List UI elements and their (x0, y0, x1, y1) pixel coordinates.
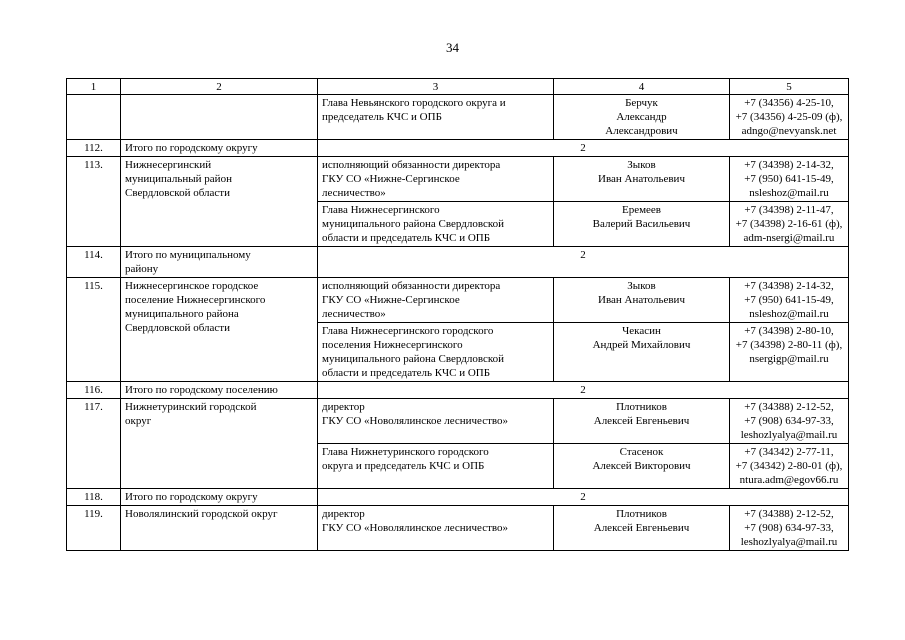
row-number: 116. (67, 382, 121, 399)
position-line: ГКУ СО «Новолялинское лесничество» (322, 415, 509, 427)
contacts-cell (730, 95, 849, 140)
person-cell (554, 95, 730, 140)
contact-line: +7 (34342) 2-77-11, (744, 446, 834, 458)
municipality-name: Свердловской области (125, 322, 230, 334)
total-label: району (125, 263, 159, 275)
contacts-cell (730, 444, 849, 489)
person-name-line: Плотников (616, 508, 667, 520)
contact-line: leshozlyalya@mail.ru (740, 429, 838, 441)
contact-line: +7 (34398) 2-14-32, (744, 159, 834, 171)
person-cell (554, 399, 730, 444)
contact-line: +7 (34398) 2-16-61 (ф), (735, 218, 843, 230)
contact-line: +7 (34388) 2-12-52, (744, 401, 834, 413)
contact-line: +7 (908) 634-97-33, (744, 522, 834, 534)
position-cell (318, 202, 554, 247)
municipality-name: муниципальный район (125, 173, 232, 185)
position-cell (318, 323, 554, 382)
position-line: Глава Нижнесергинского городского (322, 325, 494, 337)
municipality-name: Нижнесергинское городское (125, 280, 259, 292)
total-value: 2 (318, 140, 849, 157)
table-row (67, 95, 849, 140)
person-name-line: Стасенок (619, 446, 664, 458)
total-label-cell (121, 489, 318, 506)
position-line: исполняющий обязанности директора (322, 159, 501, 171)
total-label-cell (121, 382, 318, 399)
total-row (67, 382, 849, 399)
contacts-cell (730, 506, 849, 551)
contact-line: +7 (34398) 2-14-32, (744, 280, 834, 292)
person-cell (554, 202, 730, 247)
municipality-cell (121, 157, 318, 247)
contact-line: +7 (908) 634-97-33, (744, 415, 834, 427)
table-row (67, 278, 849, 323)
header-col-1: 1 (67, 79, 121, 95)
municipality-name: поселение Нижнесергинского (125, 294, 266, 306)
position-cell (318, 506, 554, 551)
person-name-line: Плотников (616, 401, 667, 413)
contact-line: +7 (34342) 2-80-01 (ф), (735, 460, 843, 472)
person-cell (554, 506, 730, 551)
contact-line: adngo@nevyansk.net (741, 125, 837, 137)
row-number: 115. (67, 278, 121, 382)
position-line: директор (322, 508, 365, 520)
row-number: 117. (67, 399, 121, 489)
person-name-line: Александр (616, 111, 667, 123)
position-line: Глава Невьянского городского округа и (322, 97, 506, 109)
page-number: 34 (446, 40, 459, 55)
position-cell (318, 95, 554, 140)
contact-line: +7 (34398) 2-11-47, (744, 204, 834, 216)
municipality-name: Свердловской области (125, 187, 230, 199)
person-name-line: Чекасин (622, 325, 661, 337)
header-col-2: 2 (121, 79, 318, 95)
municipality-name: округ (125, 415, 152, 427)
person-name-line: Зыков (627, 159, 656, 171)
position-line: Глава Нижнесергинского (322, 204, 440, 216)
person-cell (554, 157, 730, 202)
position-cell (318, 399, 554, 444)
person-name-line: Алексей Викторович (592, 460, 691, 472)
municipality-cell (121, 278, 318, 382)
position-line: ГКУ СО «Нижне-Сергинское (322, 294, 460, 306)
position-line: Глава Нижнетуринского городского (322, 446, 489, 458)
total-value: 2 (318, 247, 849, 278)
position-cell (318, 444, 554, 489)
contact-line: +7 (950) 641-15-49, (744, 294, 834, 306)
person-name-line: Еремеев (621, 204, 662, 216)
person-name-line: Берчук (625, 97, 658, 109)
contact-line: +7 (950) 641-15-49, (744, 173, 834, 185)
contact-line: adm-nsergi@mail.ru (743, 232, 835, 244)
contact-line: +7 (34356) 4-25-10, (744, 97, 834, 109)
total-label: Итого по муниципальному (125, 249, 251, 261)
header-col-3: 3 (318, 79, 554, 95)
contact-line: +7 (34398) 2-80-11 (ф), (735, 339, 843, 351)
row-number: 114. (67, 247, 121, 278)
header-col-5: 5 (730, 79, 849, 95)
position-line: поселения Нижнесергинского (322, 339, 463, 351)
position-line: области и председатель КЧС и ОПБ (322, 367, 491, 379)
person-name-line: Иван Анатольевич (598, 173, 685, 185)
position-line: председатель КЧС и ОПБ (322, 111, 442, 123)
position-line: муниципального района Свердловской (322, 218, 505, 230)
row-number: 113. (67, 157, 121, 247)
person-name-line: Валерий Васильевич (592, 218, 691, 230)
municipality-cell (121, 399, 318, 489)
position-line: округа и председатель КЧС и ОПБ (322, 460, 485, 472)
total-label-cell (121, 140, 318, 157)
position-line: муниципального района Свердловской (322, 353, 505, 365)
total-label: Итого по городскому поселению (125, 384, 278, 396)
position-line: области и председатель КЧС и ОПБ (322, 232, 491, 244)
contacts-cell (730, 278, 849, 323)
table-header-row (67, 79, 849, 95)
position-cell (318, 278, 554, 323)
municipality-name: Нижнесергинский (125, 159, 212, 171)
contact-line: leshozlyalya@mail.ru (740, 536, 838, 548)
municipality-name: Нижнетуринский городской (125, 401, 257, 413)
person-name-line: Андрей Михайлович (592, 339, 691, 351)
position-line: исполняющий обязанности директора (322, 280, 501, 292)
contacts-cell (730, 323, 849, 382)
position-line: ГКУ СО «Новолялинское лесничество» (322, 522, 509, 534)
total-row (67, 140, 849, 157)
position-line: ГКУ СО «Нижне-Сергинское (322, 173, 460, 185)
contact-line: +7 (34356) 4-25-09 (ф), (735, 111, 843, 123)
person-name-line: Александрович (605, 125, 678, 137)
contact-line: nsleshoz@mail.ru (749, 308, 829, 320)
total-label-cell (121, 247, 318, 278)
municipality-cell (121, 95, 318, 140)
contact-line: +7 (34398) 2-80-10, (744, 325, 834, 337)
total-row (67, 489, 849, 506)
person-name-line: Алексей Евгеньевич (593, 415, 690, 427)
total-row (67, 247, 849, 278)
position-line: директор (322, 401, 365, 413)
row-number (67, 95, 121, 140)
table-row (67, 506, 849, 551)
total-value: 2 (318, 489, 849, 506)
row-number: 118. (67, 489, 121, 506)
total-value: 2 (318, 382, 849, 399)
municipality-cell (121, 506, 318, 551)
person-cell (554, 444, 730, 489)
row-number: 112. (67, 140, 121, 157)
position-line: лесничество» (322, 308, 386, 320)
person-name-line: Иван Анатольевич (598, 294, 685, 306)
contact-line: +7 (34388) 2-12-52, (744, 508, 834, 520)
contacts-cell (730, 157, 849, 202)
position-cell (318, 157, 554, 202)
contact-line: nsergigp@mail.ru (749, 353, 829, 365)
table-row (67, 399, 849, 444)
total-label: Итого по городскому округу (125, 491, 258, 503)
contact-line: nsleshoz@mail.ru (749, 187, 829, 199)
total-label: Итого по городскому округу (125, 142, 258, 154)
officials-table (66, 78, 849, 551)
municipality-name: муниципального района (125, 308, 239, 320)
person-cell (554, 278, 730, 323)
person-cell (554, 323, 730, 382)
header-col-4: 4 (554, 79, 730, 95)
contacts-cell (730, 399, 849, 444)
person-name-line: Зыков (627, 280, 656, 292)
contacts-cell (730, 202, 849, 247)
municipality-name: Новолялинский городской округ (125, 508, 278, 520)
person-name-line: Алексей Евгеньевич (593, 522, 690, 534)
table-row (67, 157, 849, 202)
position-line: лесничество» (322, 187, 386, 199)
row-number: 119. (67, 506, 121, 551)
contact-line: ntura.adm@egov66.ru (739, 474, 839, 486)
